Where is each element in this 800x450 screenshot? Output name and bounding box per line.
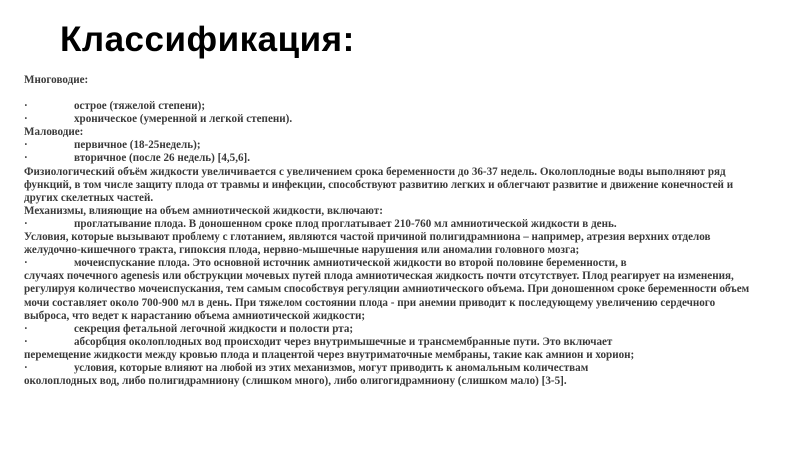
mechanism-lead: абсорбция околоплодных вод происходит через внутримышечные и трансмембранные пути. Это включает <box>74 335 613 348</box>
list-item-text: хроническое (умеренной и легкой степени). <box>74 113 293 126</box>
list-item <box>24 113 754 126</box>
mechanism-lead: секреция фетальной легочной жидкости и полости рта; <box>74 322 354 335</box>
mechanism-item <box>24 323 754 336</box>
list-item-text: острое (тяжелой степени); <box>74 100 206 113</box>
list-item-text: первичное (18-25недель); <box>74 139 201 152</box>
polyhydramnios-heading: Многоводие: <box>24 74 89 86</box>
bullet-dot: · <box>24 217 28 230</box>
list-item-text: вторичное (после 26 недель) [4,5,6]. <box>74 152 250 165</box>
bullet-dot: · <box>24 113 28 126</box>
mechanism-lead: мочеиспускание плода. Это основной источник амниотической жидкости во второй половине беременности, в <box>74 257 627 270</box>
slide-body <box>24 74 754 388</box>
bullet-dot: · <box>24 139 28 152</box>
slide-title: Классификация: <box>60 20 355 59</box>
oligohydramnios-heading: Маловодие: <box>24 126 84 139</box>
bullet-dot: · <box>24 100 28 113</box>
bullet-dot: · <box>24 322 28 335</box>
mechanism-lead: условия, которые влияют на любой из этих механизмов, могут приводить к аномальным количествам <box>74 361 589 374</box>
mechanism-lead: проглатывание плода. В доношенном сроке плод проглатывает 210-760 мл амниотической жидкости в день. <box>74 217 617 230</box>
mechanism-item <box>24 336 754 362</box>
bullet-dot: · <box>24 257 28 270</box>
bullet-dot: · <box>24 361 28 374</box>
mechanisms-heading: Механизмы, влияющие на объем амниотической жидкости, включают: <box>24 204 383 217</box>
mechanism-item <box>24 362 754 388</box>
list-item <box>24 139 754 152</box>
bullet-dot: · <box>24 152 28 165</box>
mechanism-continuation: перемещение жидкости между кровью плода и плацентой через внутриматочные мембраны, такие как амнион и хорион; <box>24 348 635 361</box>
mechanism-continuation: околоплодных вод, либо полигидрамниону (слишком много), либо олигогидрамниону (слишком мало) [3-5]. <box>24 375 567 388</box>
mechanism-continuation: Условия, которые вызывают проблему с глотанием, являются частой причиной полигидрамниона – например, атрезия верхних отделов желудочно-кишечного тракта, гипоксия плода, нервно-мышечные нарушения или аномалии головного мозга; <box>24 231 711 257</box>
spacer <box>24 87 754 100</box>
mechanism-item <box>24 218 754 257</box>
mechanism-item <box>24 257 754 322</box>
list-item <box>24 100 754 113</box>
mechanism-continuation: случаях почечного agenesis или обструкции мочевых путей плода амниотическая жидкость почти отсутствует. Плод реагирует на изменения, регулируя количество мочеиспускания, тем самым способствуя регуляции амниотического объема. При доношенном сроке беременности объем мочи составляет около 700-900 мл в день. При тяжелом состоянии плода - при анемии приводит к последующему увеличению сердечного выброса, что ведет к нарастанию объема амниотической жидкости; <box>24 270 750 322</box>
physiology-paragraph: Физиологический объём жидкости увеличивается с увеличением срока беременности до 36-37 недель. Околоплодные воды выполняют ряд функций, в том числе защиту плода от травмы и инфекции, способствуют развитию легких и облегчают развитие и движение конечностей и других скелетных частей. <box>24 165 734 204</box>
bullet-dot: · <box>24 335 28 348</box>
list-item <box>24 152 754 165</box>
